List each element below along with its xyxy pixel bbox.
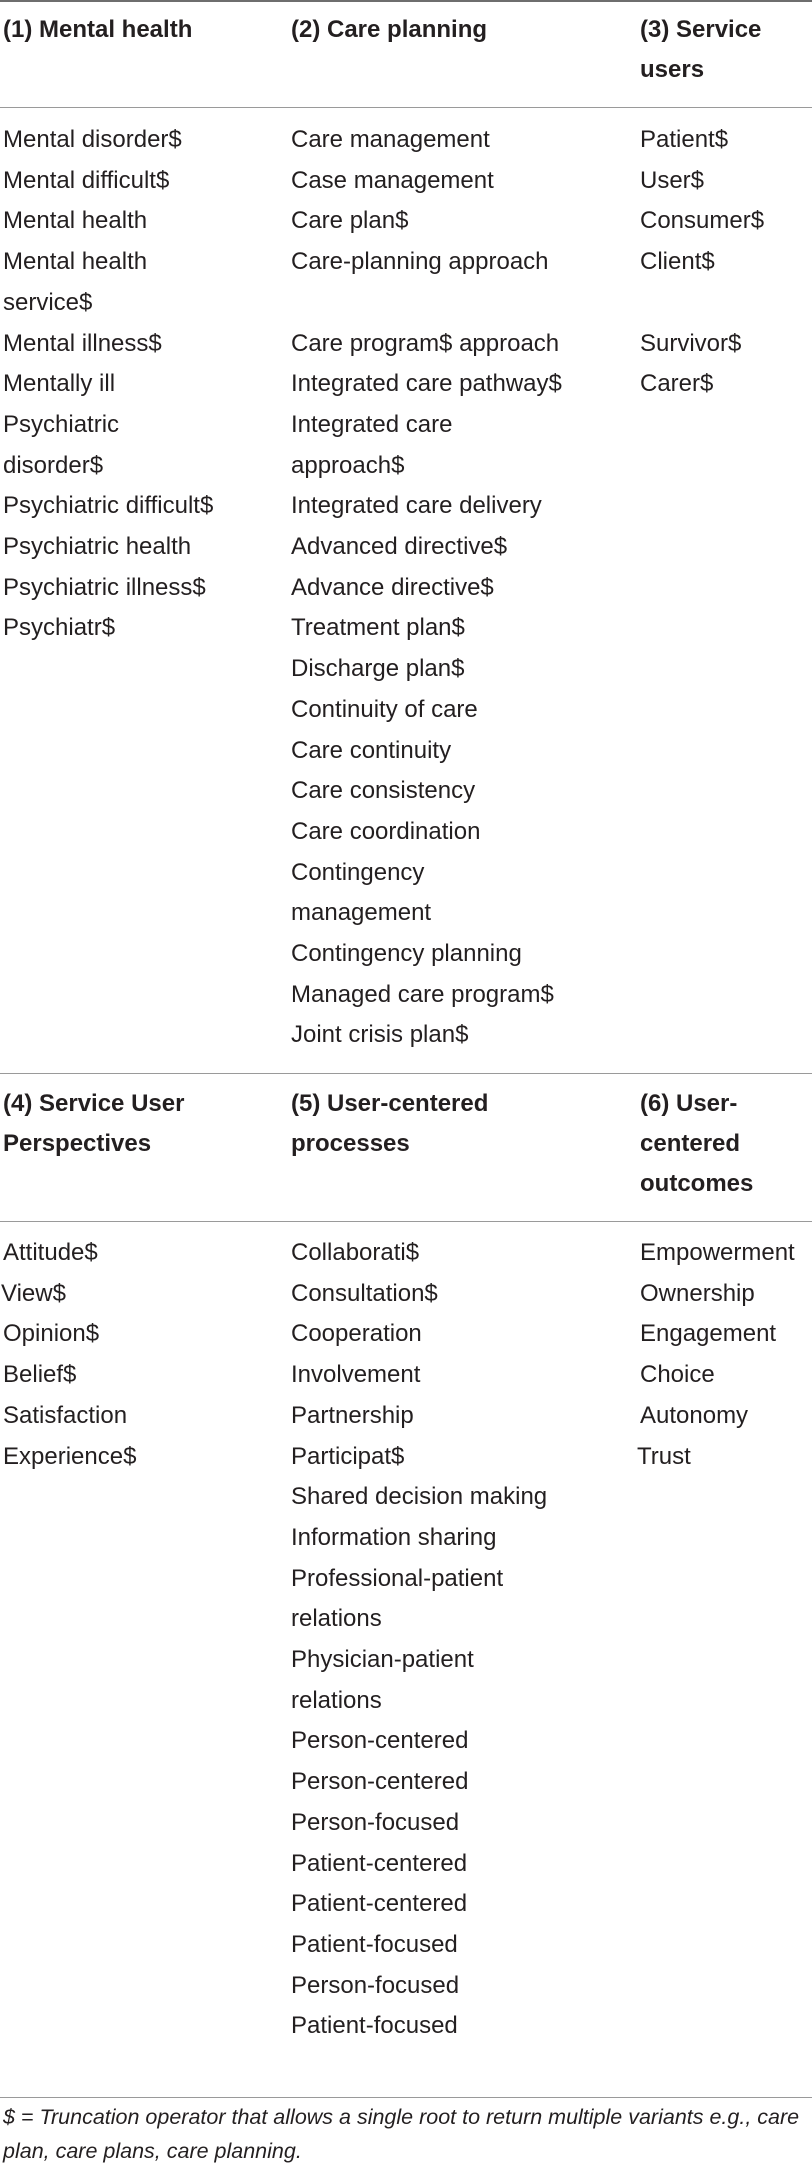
term-cell: Discharge plan$: [291, 655, 465, 683]
column-care-planning: [291, 120, 601, 1056]
term-cell: Patient-centered: [291, 1849, 468, 1877]
term-cell: Mental health service$: [3, 248, 148, 316]
term-cell: Person-focused: [291, 1971, 460, 1999]
term-cell: Contingency planning: [291, 940, 522, 968]
term-cell: Care plan$: [291, 207, 409, 235]
header-1-rule: [0, 107, 812, 108]
term-cell: Survivor$: [640, 329, 742, 357]
term-cell: Psychiatric difficult$: [3, 492, 214, 520]
term-cell: Patient-focused: [291, 1930, 458, 1958]
term-cell: Care program$ approach: [291, 329, 560, 357]
term-cell: Consultation$: [291, 1279, 438, 1307]
column-mental-health: [3, 120, 243, 649]
term-cell: Care consistency: [291, 777, 476, 805]
term-cell: Care management: [291, 126, 490, 153]
term-cell: Integrated care approach$: [291, 410, 453, 479]
term-cell: Client$: [640, 248, 715, 276]
term-cell: Mental health: [3, 207, 148, 235]
term-cell: Cooperation: [291, 1320, 422, 1348]
term-cell: Treatment plan$: [291, 614, 465, 642]
table-top-rule: [0, 0, 812, 2]
term-cell: Contingency management: [291, 858, 432, 927]
term-cell: Mental illness$: [3, 329, 162, 357]
term-cell: Psychiatric health: [3, 533, 192, 561]
term-cell: Patient$: [640, 126, 729, 153]
table-bottom-rule: [0, 2097, 812, 2098]
term-cell: Choice: [640, 1361, 715, 1389]
column-service-user-perspectives: [3, 1233, 243, 1477]
header-user-centered-processes: (5) User-centered processes: [291, 1090, 489, 1157]
header-service-users: (3) Service users: [640, 16, 762, 83]
term-cell: User$: [640, 166, 705, 194]
term-cell: Case management: [291, 166, 494, 194]
term-cell: Care continuity: [291, 736, 452, 764]
term-cell: Involvement: [291, 1361, 421, 1389]
term-cell: Experience$: [3, 1442, 137, 1470]
term-cell: Partnership: [291, 1401, 414, 1429]
header-service-user-perspectives: (4) Service User Perspectives: [3, 1090, 185, 1157]
term-cell: Information sharing: [291, 1523, 497, 1551]
term-cell: Empowerment: [640, 1239, 795, 1266]
term-cell: Care-planning approach: [291, 248, 549, 276]
term-cell: Psychiatr$: [3, 614, 116, 642]
term-cell: Joint crisis plan$: [291, 1021, 469, 1049]
column-user-centered-processes: [291, 1233, 601, 2047]
term-cell: Patient-centered: [291, 1890, 468, 1918]
term-cell: Collaborati$: [291, 1239, 420, 1266]
term-cell: Integrated care pathway$: [291, 370, 562, 398]
column-service-users: [640, 120, 805, 405]
term-cell: Psychiatric illness$: [3, 573, 206, 601]
term-cell: Opinion$: [3, 1320, 100, 1348]
term-cell: Continuity of care: [291, 695, 478, 723]
term-cell: Advance directive$: [291, 573, 494, 601]
term-cell: Trust: [637, 1442, 691, 1470]
term-cell: Professional-patient relations: [291, 1564, 504, 1633]
term-cell: Psychiatric disorder$: [3, 410, 120, 479]
term-cell: Mental difficult$: [3, 166, 170, 194]
term-cell: Person-centered: [291, 1768, 469, 1796]
term-cell: View$: [1, 1279, 66, 1307]
term-cell: Person-focused: [291, 1808, 460, 1836]
term-cell: Care coordination: [291, 817, 481, 845]
column-user-centered-outcomes: [637, 1233, 812, 1477]
term-cell: Advanced directive$: [291, 533, 508, 561]
header-user-centered-outcomes: (6) User-centered outcomes: [640, 1090, 754, 1197]
header-2-rule: [0, 1221, 812, 1222]
term-cell: Integrated care delivery: [291, 492, 542, 520]
term-cell: Mental disorder$: [3, 126, 182, 153]
section-divider-rule: [0, 1073, 812, 1074]
term-cell: Carer$: [640, 370, 714, 398]
term-cell: Physician-patient relations: [291, 1646, 474, 1714]
term-cell: Patient-focused: [291, 2012, 458, 2040]
term-cell: Shared decision making: [291, 1483, 548, 1511]
term-cell: Belief$: [3, 1361, 77, 1389]
table-footnote: $ = Truncation operator that allows a single root to return multiple variants e.g., care plan, care plans, care planning.: [3, 2105, 800, 2163]
term-cell: Mentally ill: [3, 370, 116, 398]
header-care-planning: (2) Care planning: [291, 16, 488, 43]
term-cell: Person-centered: [291, 1727, 469, 1755]
term-cell: Participat$: [291, 1442, 405, 1470]
term-cell: Consumer$: [640, 207, 765, 235]
term-cell: Attitude$: [3, 1239, 98, 1266]
term-cell: Satisfaction: [3, 1401, 128, 1429]
term-cell: Managed care program$: [291, 980, 554, 1008]
term-cell: Autonomy: [640, 1401, 749, 1429]
term-cell: Engagement: [640, 1320, 777, 1348]
term-cell: Ownership: [640, 1279, 755, 1307]
header-mental-health: (1) Mental health: [3, 16, 193, 43]
